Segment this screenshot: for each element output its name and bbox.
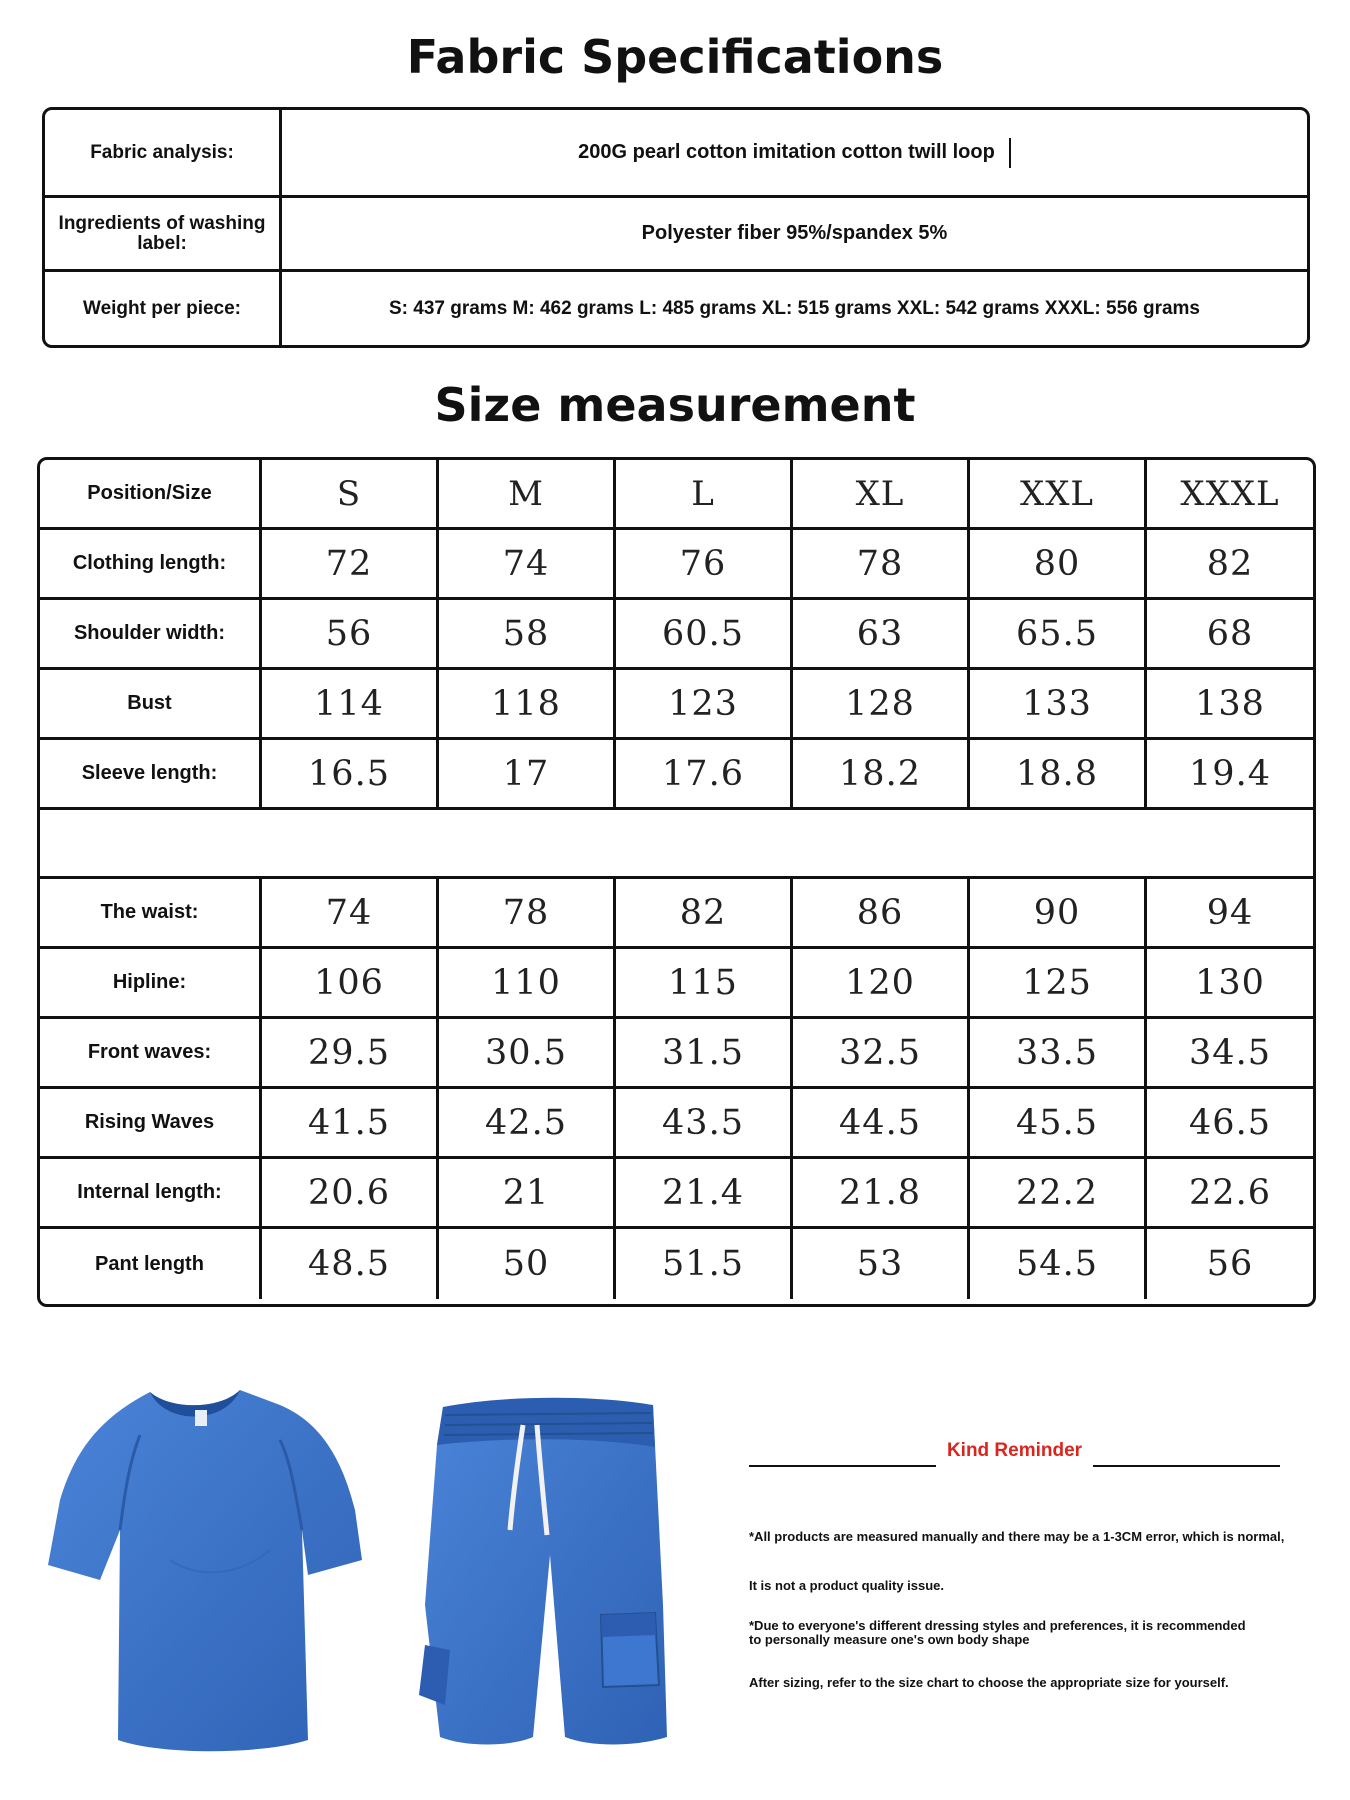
row-label: Hipline: — [40, 949, 262, 1016]
fabric-row-label: Fabric analysis: — [45, 110, 282, 195]
table-row — [40, 670, 1313, 740]
reminder-note: *Due to everyone's different dressing styles and preferences, it is recommended to personally measure one's own body shape — [749, 1618, 1246, 1647]
table-cell: 125 — [970, 949, 1147, 1016]
table-row — [40, 879, 1313, 949]
table-cell: 82 — [616, 879, 793, 946]
table-cell: 50 — [439, 1229, 616, 1299]
table-cell: 32.5 — [793, 1019, 970, 1086]
table-cell: 118 — [439, 670, 616, 737]
table-cell: 48.5 — [262, 1229, 439, 1299]
table-row — [40, 600, 1313, 670]
size-header-label: Position/Size — [40, 460, 262, 527]
table-spacer-row — [40, 810, 1313, 879]
table-cell: 120 — [793, 949, 970, 1016]
table-cell: 21.4 — [616, 1159, 793, 1226]
reminder-rule-right — [1093, 1465, 1280, 1467]
fabric-row-label: Ingredients of washing label: — [45, 198, 282, 269]
table-cell: 76 — [616, 530, 793, 597]
table-cell: 114 — [262, 670, 439, 737]
row-label: Shoulder width: — [40, 600, 262, 667]
fabric-spec-table — [42, 107, 1310, 348]
table-cell: 106 — [262, 949, 439, 1016]
table-cell: 41.5 — [262, 1089, 439, 1156]
reminder-note: *All products are measured manually and there may be a 1-3CM error, which is normal, — [749, 1529, 1285, 1544]
table-cell: 72 — [262, 530, 439, 597]
table-row — [40, 1229, 1313, 1299]
table-cell: 45.5 — [970, 1089, 1147, 1156]
fabric-specifications-title: Fabric Specifications — [406, 30, 944, 84]
size-header-cell: S — [262, 460, 439, 527]
table-cell: 29.5 — [262, 1019, 439, 1086]
table-cell: 56 — [1206, 1244, 1254, 1284]
table-cell: 130 — [1195, 962, 1265, 1003]
fabric-row-value: Polyester fiber 95%/spandex 5% — [641, 222, 948, 244]
table-row — [40, 740, 1313, 810]
table-cell: 65.5 — [970, 600, 1147, 667]
row-label: Clothing length: — [40, 530, 262, 597]
row-label: Internal length: — [40, 1159, 262, 1226]
shorts-icon — [405, 1385, 675, 1765]
row-label: The waist: — [40, 879, 262, 946]
table-cell: 128 — [793, 670, 970, 737]
table-cell: 110 — [439, 949, 616, 1016]
row-label: Pant length — [40, 1229, 262, 1299]
table-cell: 22.2 — [970, 1159, 1147, 1226]
row-label: Sleeve length: — [40, 740, 262, 807]
table-cell: 56 — [262, 600, 439, 667]
fabric-row-value: S: 437 grams M: 462 grams L: 485 grams XL: 515 grams XXL: 542 grams XXXL: 556 grams — [388, 297, 1201, 319]
kind-reminder-title: Kind Reminder — [946, 1440, 1083, 1461]
table-cell: 53 — [793, 1229, 970, 1299]
size-header-cell: L — [616, 460, 793, 527]
tshirt-icon — [40, 1380, 370, 1760]
table-row — [40, 530, 1313, 600]
size-header-row — [40, 460, 1313, 530]
size-header-cell: XXL — [970, 460, 1147, 527]
table-cell: 74 — [439, 530, 616, 597]
fabric-analysis-value: 200G pearl cotton imitation cotton twill loop — [578, 141, 995, 163]
table-cell: 21 — [439, 1159, 616, 1226]
table-cell: 18.2 — [793, 740, 970, 807]
table-cell: 22.6 — [1189, 1172, 1271, 1213]
size-header-cell: XXXL — [1180, 473, 1280, 514]
row-label: Front waves: — [40, 1019, 262, 1086]
reminder-rule-left — [749, 1465, 936, 1467]
table-cell: 138 — [1195, 683, 1265, 724]
row-label: Bust — [40, 670, 262, 737]
table-cell: 18.8 — [970, 740, 1147, 807]
table-cell: 68 — [1206, 613, 1254, 654]
table-cell: 90 — [970, 879, 1147, 946]
table-cell: 31.5 — [616, 1019, 793, 1086]
table-row — [40, 1159, 1313, 1229]
table-cell: 17.6 — [616, 740, 793, 807]
table-cell: 80 — [970, 530, 1147, 597]
table-cell: 58 — [439, 600, 616, 667]
table-cell: 63 — [793, 600, 970, 667]
row-label: Rising Waves — [40, 1089, 262, 1156]
table-cell: 43.5 — [616, 1089, 793, 1156]
size-header-cell: M — [439, 460, 616, 527]
fabric-row-value — [282, 110, 1307, 195]
table-cell: 16.5 — [262, 740, 439, 807]
table-cell: 21.8 — [793, 1159, 970, 1226]
size-header-cell: XL — [793, 460, 970, 527]
table-cell: 123 — [616, 670, 793, 737]
table-cell: 86 — [793, 879, 970, 946]
table-cell: 78 — [439, 879, 616, 946]
table-cell: 78 — [793, 530, 970, 597]
table-cell: 33.5 — [970, 1019, 1147, 1086]
fabric-row — [45, 198, 1307, 272]
table-cell: 94 — [1206, 892, 1254, 933]
table-cell: 51.5 — [616, 1229, 793, 1299]
table-row — [40, 1019, 1313, 1089]
fabric-row — [45, 272, 1307, 345]
table-cell: 133 — [970, 670, 1147, 737]
table-cell: 54.5 — [970, 1229, 1147, 1299]
size-measurement-title: Size measurement — [434, 378, 916, 432]
table-cell: 44.5 — [793, 1089, 970, 1156]
table-cell: 42.5 — [439, 1089, 616, 1156]
fabric-row-label: Weight per piece: — [45, 272, 282, 345]
table-cell: 46.5 — [1189, 1102, 1271, 1143]
fabric-row — [45, 110, 1307, 198]
table-row — [40, 1089, 1313, 1159]
table-cell: 19.4 — [1189, 753, 1271, 794]
table-cell: 74 — [262, 879, 439, 946]
spacer-cell — [40, 810, 1313, 876]
table-cell: 34.5 — [1189, 1032, 1271, 1073]
text-caret — [1009, 138, 1011, 168]
table-cell: 30.5 — [439, 1019, 616, 1086]
table-cell: 17 — [439, 740, 616, 807]
table-cell: 82 — [1206, 543, 1254, 584]
reminder-note: It is not a product quality issue. — [749, 1578, 945, 1593]
table-cell: 60.5 — [616, 600, 793, 667]
size-table — [37, 457, 1316, 1307]
table-cell: 20.6 — [262, 1159, 439, 1226]
table-cell: 115 — [616, 949, 793, 1016]
table-row — [40, 949, 1313, 1019]
reminder-note: After sizing, refer to the size chart to choose the appropriate size for yourself. — [749, 1675, 1229, 1690]
